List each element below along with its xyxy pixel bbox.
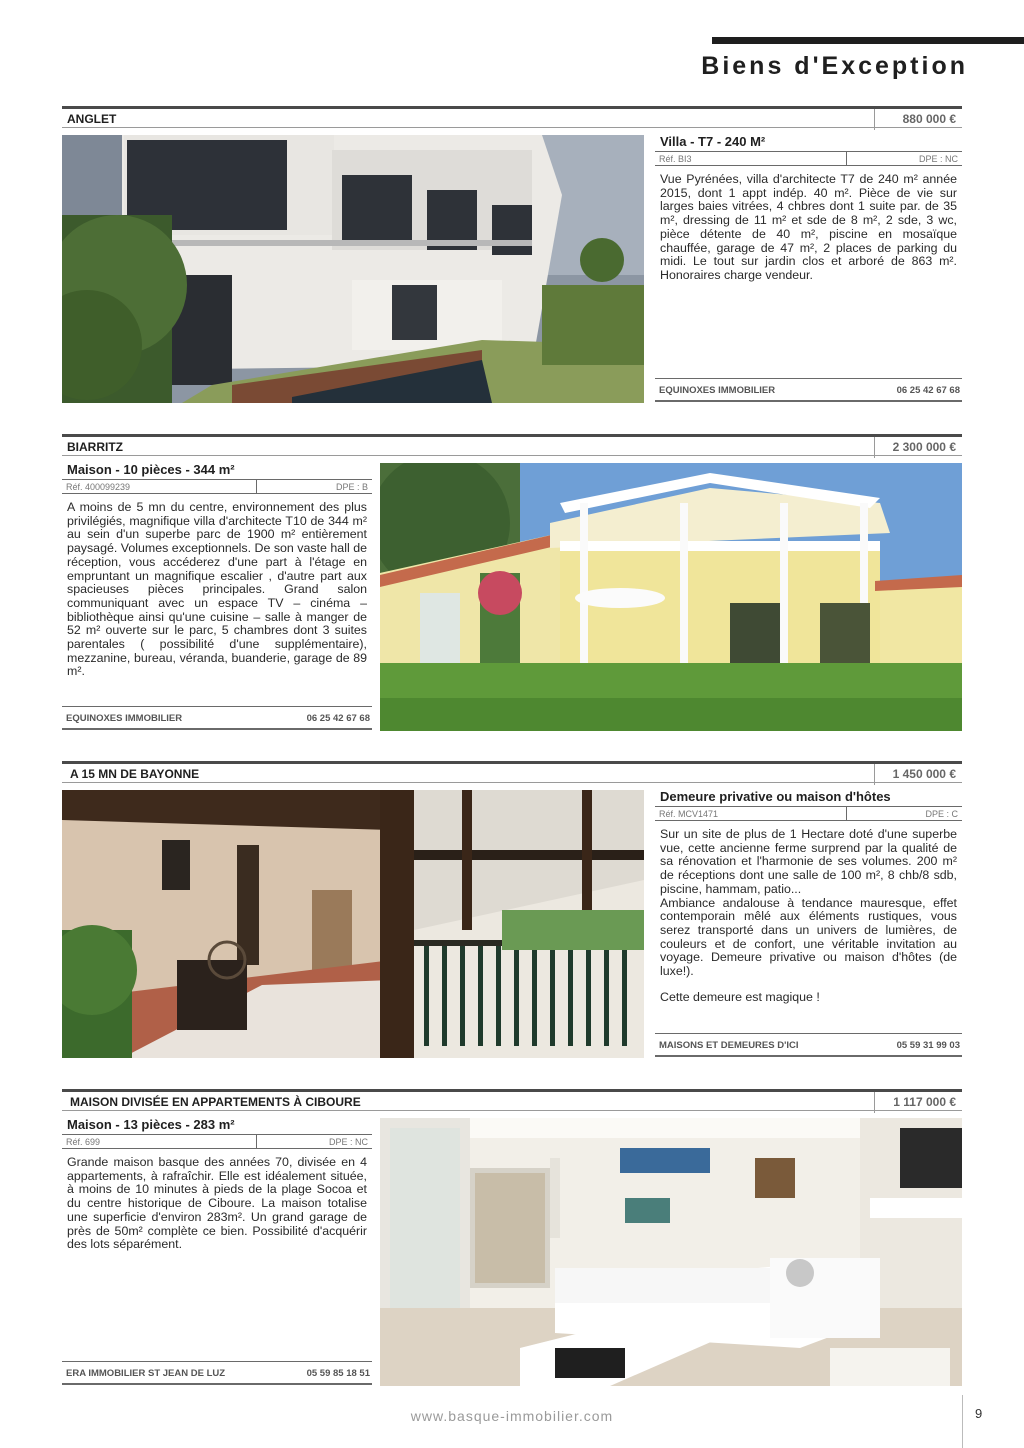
listing-header [62,106,962,128]
listing-anglet [62,106,962,404]
reference-number: Réf. 400099239 [66,482,131,492]
top-accent-bar [712,37,1024,44]
property-photo [62,135,644,403]
agency-footer [655,1033,962,1057]
reference-number: Réf. 699 [66,1137,101,1147]
reference-number: Réf. BI3 [659,154,692,164]
agency-phone[interactable]: 06 25 42 67 68 [306,713,370,724]
agency-phone[interactable]: 05 59 31 99 03 [896,1040,960,1051]
listing-price: 1 450 000 € [874,764,962,785]
property-title: Maison - 13 pièces - 283 m² [67,1117,235,1132]
description-text: Sur un site de plus de 1 Hectare doté d'une superbe vue, cette ancienne ferme surprend par la qualité de sa rénovation et l'harmonie de ses volumes. 200 m² de réceptions dont une salle de 100 m², 8 chb/8 sdb, piscine, hammam, patio... [660,827,957,896]
agency-footer [62,706,372,730]
listing-header [62,1089,962,1111]
property-description [62,494,372,679]
listing-info [62,1111,372,1387]
agency-footer [655,378,962,402]
listing-header [62,434,962,456]
agency-footer [62,1361,372,1385]
agency-name: MAISONS ET DEMEURES D'ICI [659,1040,799,1051]
property-photo [380,1118,962,1386]
listing-price: 2 300 000 € [874,437,962,458]
page-number-box [962,1395,1000,1448]
listing-location: MAISON DIVISÉE EN APPARTEMENTS À CIBOURE [70,1095,361,1109]
property-photo [62,790,644,1058]
listing-ciboure [62,1089,962,1387]
energy-rating: DPE : NC [256,1135,368,1148]
page-number: 9 [975,1406,983,1421]
reference-row [62,1134,372,1149]
description-text-3: Cette demeure est magique ! [660,989,820,1004]
listing-bayonne [62,761,962,1059]
listing-info [655,128,962,404]
property-description [655,821,962,1004]
agency-phone[interactable]: 05 59 85 18 51 [306,1368,370,1379]
listing-location: A 15 MN DE BAYONNE [70,767,200,781]
property-title: Villa - T7 - 240 M² [660,134,766,149]
agency-name: EQUINOXES IMMOBILIER [659,385,776,396]
property-title: Maison - 10 pièces - 344 m² [67,462,235,477]
agency-name: ERA IMMOBILIER ST JEAN DE LUZ [66,1368,226,1379]
energy-rating: DPE : B [256,480,368,493]
reference-row [655,151,962,166]
description-text: Grande maison basque des années 70, divisée en 4 appartements, à rafraîchir. Elle est idéalement située, à moins de 10 minutes à pieds de la plage Socoa et du centre historique de Ciboure. La maison totalise une superficie d'environ 283m². Un grand garage de près de 50m² complète ce bien. Possibilité d'acquérir des lots séparément. [67,1155,367,1252]
agency-name: EQUINOXES IMMOBILIER [66,713,183,724]
listing-price: 880 000 € [874,109,962,130]
listing-biarritz [62,434,962,732]
property-title: Demeure privative ou maison d'hôtes [660,789,891,804]
description-text: A moins de 5 mn du centre, environnement des plus privilégiés, magnifique villa d'architecte T10 de 344 m² au sein d'un superbe parc de 1900 m² entièrement paysagé. Volumes exceptionnels. De son vaste hall de réception, vous accéderez d'une part à l'étage en empruntant un magnifique escalier , d'autre part aux spacieuses pièces principales. Grand salon communiquant avec un espace TV – cinéma – bibliothèque ainsi qu'une cuisine – salle à manger de 52 m² ouverte sur le parc, 5 chambres dont 3 suites parentales ( possibilité d'une supplémentaire), mezzanine, bureau, véranda, buanderie, garage de 89 m². [67,500,367,679]
agency-phone[interactable]: 06 25 42 67 68 [896,385,960,396]
listing-price: 1 117 000 € [874,1092,962,1113]
energy-rating: DPE : NC [846,152,958,165]
reference-row [655,806,962,821]
website-url[interactable]: www.basque-immobilier.com [410,1408,614,1424]
listing-location: BIARRITZ [67,440,123,454]
reference-number: Réf. MCV1471 [659,809,719,819]
listing-info [655,783,962,1059]
listing-info [62,456,372,732]
reference-row [62,479,372,494]
listing-header [62,761,962,783]
description-text-2: Ambiance andalouse à tendance mauresque, effet contemporain mêlé aux éléments rustiques, vous serez transporté dans un univers de lumières, de couleurs et de confort, une véritable invitation au voyage. Demeure privative ou maison d'hôtes (de luxe!). [660,895,957,979]
energy-rating: DPE : C [846,807,958,820]
description-text: Vue Pyrénées, villa d'architecte T7 de 240 m² année 2015, dont 1 appt indép. 40 m². Pièce de vie sur larges baies vitrées, 4 chbres dont 1 suite par. de 35 m², dressing de 11 m² et sde de 8 m², 2 sde, 3 wc, pièce détente de 40 m², piscine en mosaïque chauffée, garage de 47 m², 2 places de parking du midi. Le tout sur jardin clos et arboré de 863 m². Honoraires charge vendeur. [660,172,957,282]
property-photo [380,463,962,731]
property-description [655,166,962,283]
page-title: Biens d'Exception [701,52,968,80]
listing-location: ANGLET [67,112,117,126]
property-description [62,1149,372,1252]
